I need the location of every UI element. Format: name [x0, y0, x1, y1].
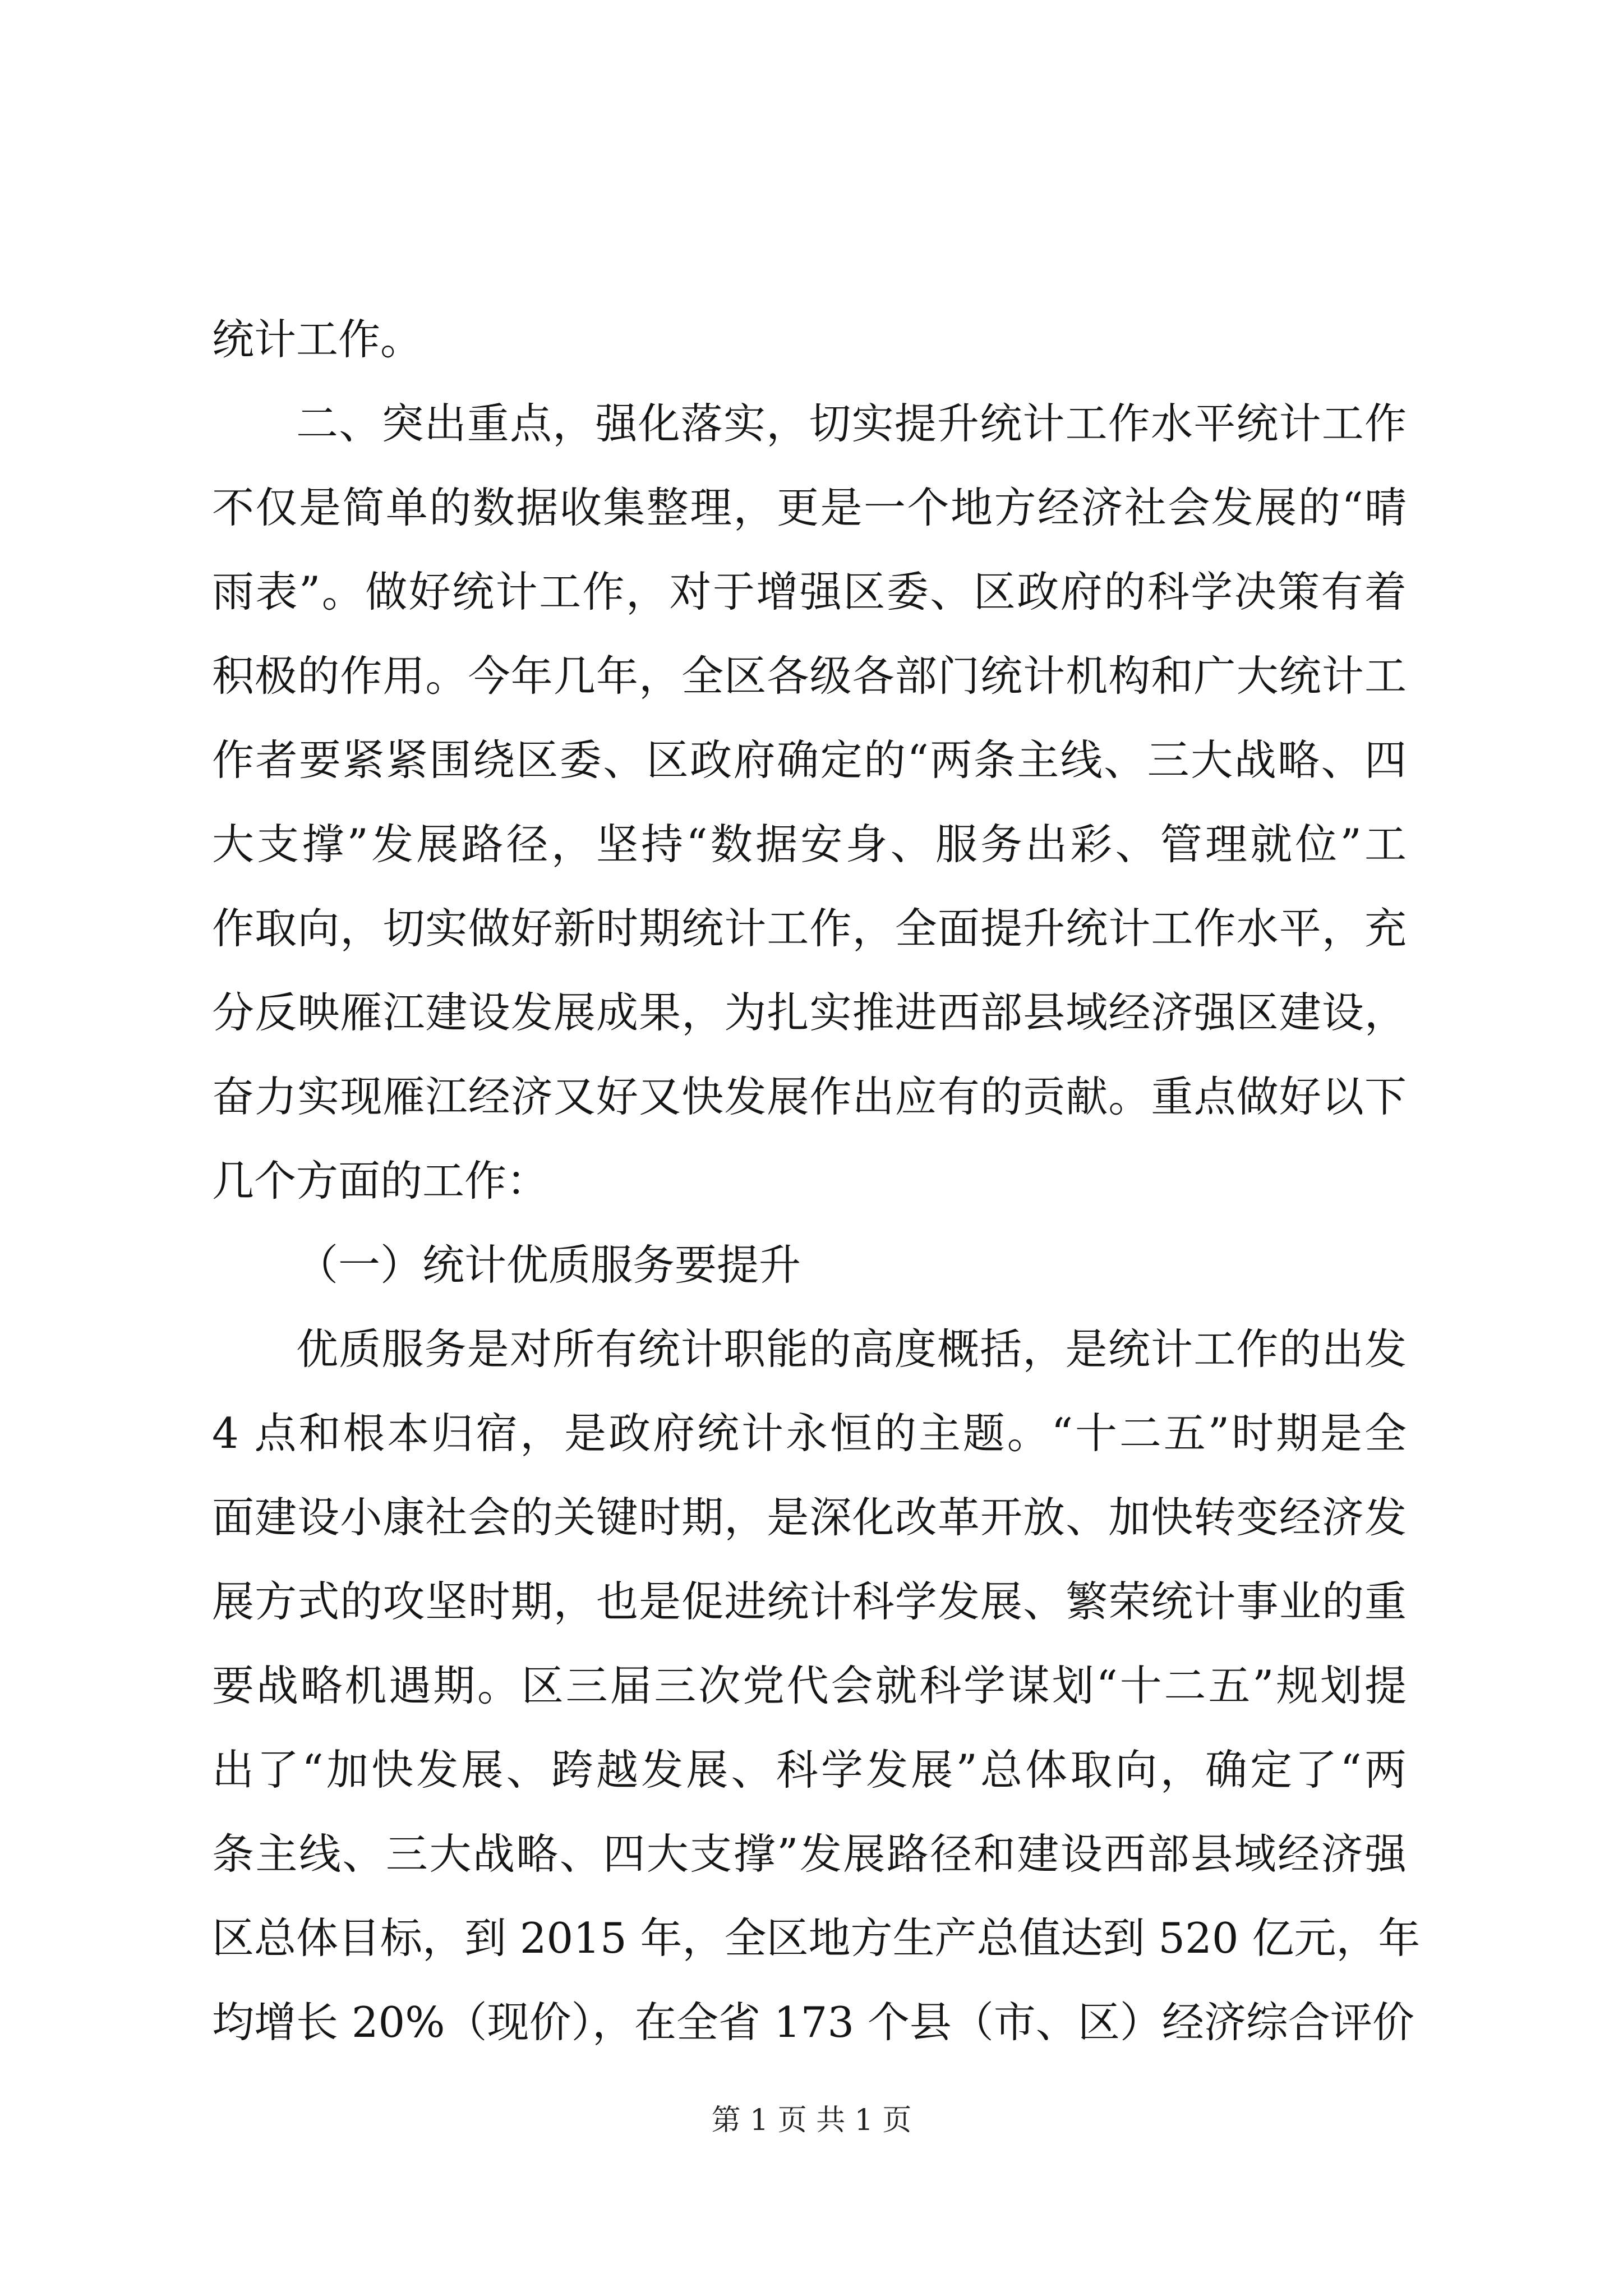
section-heading [0, 381, 1623, 466]
line-text: 几个方面的工作： [212, 1156, 549, 1205]
line-text: 二、突出重点，强化落实，切实提升统计工作水平统计工作 [296, 399, 1407, 448]
line-text: 积极的作用。今年几年，全区各级各部门统计机构和广大统计工 [212, 651, 1407, 701]
text-line [0, 1644, 1623, 1728]
text-line [0, 1728, 1623, 1812]
line-text: 雨表”。做好统计工作，对于增强区委、区政府的科学决策有着 [212, 567, 1407, 616]
line-text: 作取向，切实做好新时期统计工作，全面提升统计工作水平，充 [212, 904, 1407, 953]
text-line [0, 1896, 1623, 1980]
text-line [0, 297, 1623, 381]
text-line [0, 970, 1623, 1055]
line-text: 出了“加快发展、跨越发展、科学发展”总体取向，确定了“两 [212, 1745, 1407, 1795]
line-text: 大支撑”发展路径，坚持“数据安身、服务出彩、管理就位”工 [212, 820, 1407, 869]
line-text: 统计工作。 [212, 315, 423, 364]
line-text: 不仅是简单的数据收集整理，更是一个地方经济社会发展的“晴 [212, 483, 1407, 532]
line-text: （一）统计优质服务要提升 [296, 1240, 801, 1290]
text-line [0, 550, 1623, 634]
text-line [0, 1307, 1623, 1391]
text-line [0, 1139, 1623, 1223]
text-line [0, 802, 1623, 886]
text-line [0, 1559, 1623, 1644]
line-text: 要战略机遇期。区三届三次党代会就科学谋划“十二五”规划提 [212, 1661, 1407, 1710]
text-line [0, 1475, 1623, 1559]
text-line [0, 634, 1623, 718]
line-text: 作者要紧紧围绕区委、区政府确定的“两条主线、三大战略、四 [212, 735, 1407, 785]
line-text: 均增长 20%（现价），在全省 173 个县（市、区）经济综合评价 [212, 1998, 1414, 2047]
line-text: 展方式的攻坚时期，也是促进统计科学发展、繁荣统计事业的重 [212, 1577, 1407, 1626]
text-line [0, 1391, 1623, 1475]
line-text: 面建设小康社会的关键时期，是深化改革开放、加快转变经济发 [212, 1493, 1407, 1542]
subsection-heading [0, 1223, 1623, 1307]
line-text: 4 点和根本归宿，是政府统计永恒的主题。“十二五”时期是全 [212, 1409, 1407, 1458]
line-text: 优质服务是对所有统计职能的高度概括，是统计工作的出发 [296, 1324, 1407, 1374]
page-number-footer: 第 1 页 共 1 页 [711, 2104, 912, 2137]
line-text: 奋力实现雁江经济又好又快发展作出应有的贡献。重点做好以下 [212, 1072, 1407, 1121]
line-text: 分反映雁江建设发展成果，为扎实推进西部县域经济强区建设， [212, 988, 1407, 1037]
line-text: 条主线、三大战略、四大支撑”发展路径和建设西部县域经济强 [212, 1829, 1407, 1879]
text-line [0, 466, 1623, 550]
text-line [0, 718, 1623, 802]
text-line [0, 1980, 1623, 2064]
text-line [0, 1055, 1623, 1139]
text-line [0, 1812, 1623, 1896]
text-line [0, 886, 1623, 970]
line-text: 区总体目标，到 2015 年，全区地方生产总值达到 520 亿元，年 [212, 1913, 1421, 1963]
